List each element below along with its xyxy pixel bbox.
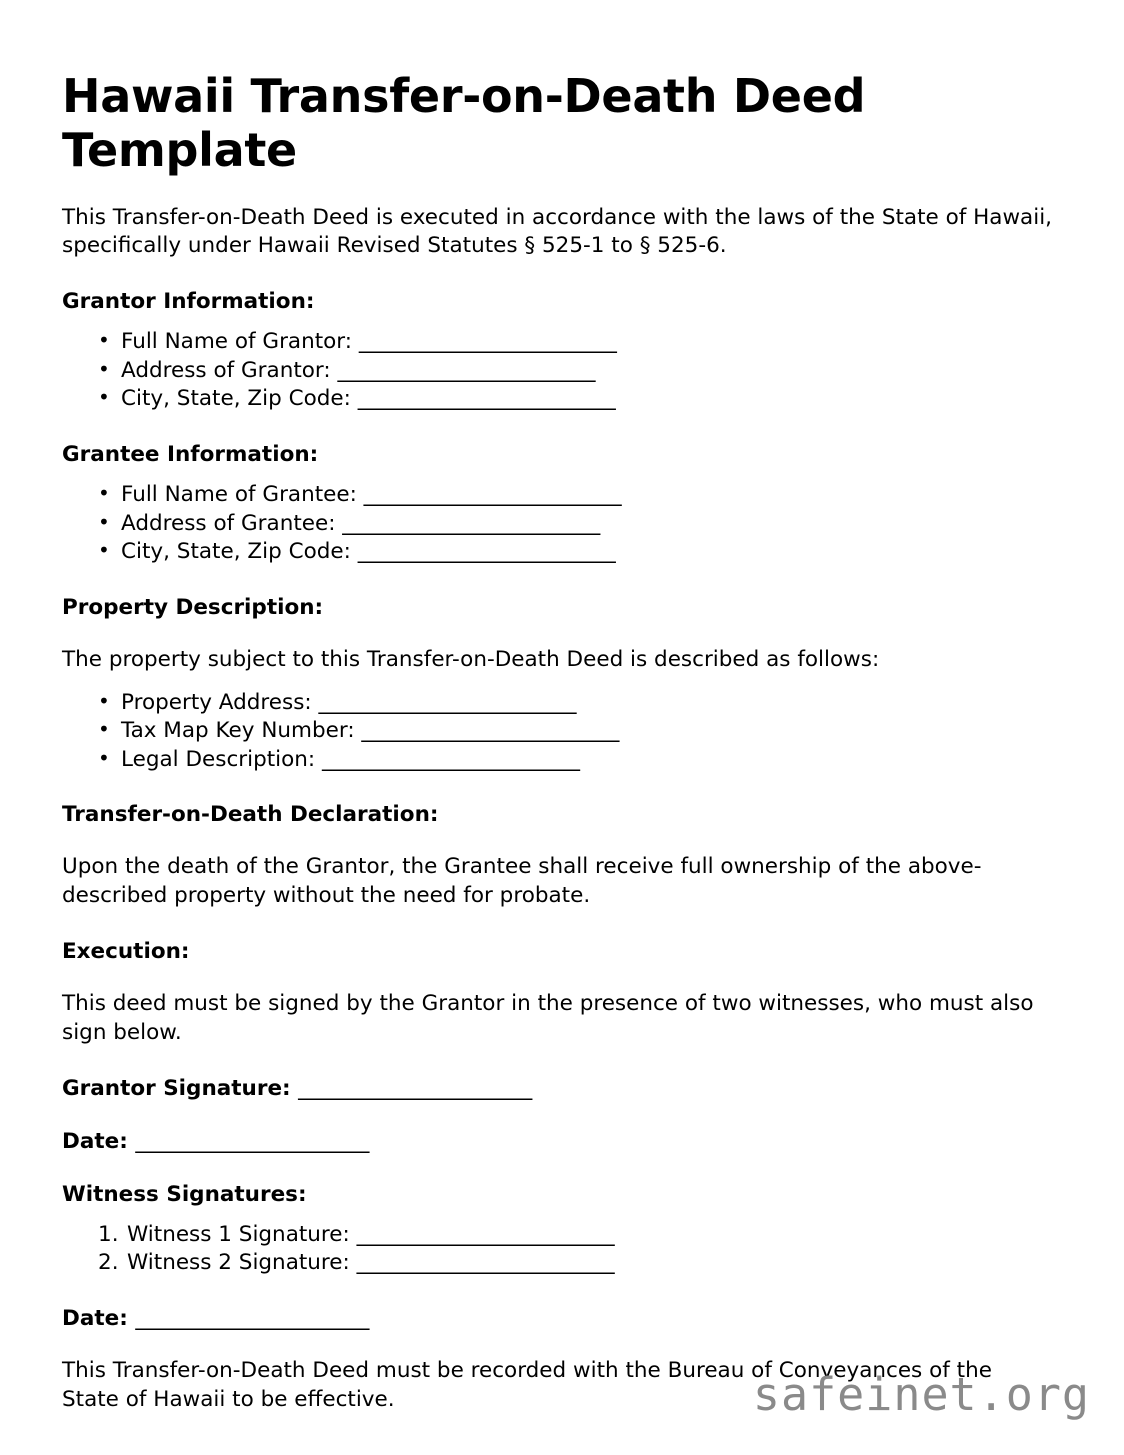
grantor-date-label: Date: bbox=[62, 1128, 128, 1154]
grantor-date-line bbox=[62, 1129, 1062, 1154]
execution-body: This deed must be signed by the Grantor in the presence of two witnesses, who must also sign below. bbox=[62, 990, 1034, 1045]
list-item: • Tax Map Key Number: ________________________ bbox=[98, 717, 1062, 746]
transfer-on-death-declaration-body: Upon the death of the Grantor, the Grantee shall receive full ownership of the above-described property without the need for probate. bbox=[62, 854, 982, 909]
grantor-information-heading: Grantor Information: bbox=[62, 289, 315, 315]
witness-signatures-list bbox=[62, 1221, 1062, 1278]
intro-paragraph: This Transfer-on-Death Deed is executed in accordance with the laws of the State of Hawaii, specifically under Hawaii Revised Statutes § 525-1 to § 525-6. bbox=[62, 204, 1053, 259]
witness-date-label: Date: bbox=[62, 1305, 128, 1331]
witness-date-blank[interactable]: _______________________ bbox=[135, 1305, 369, 1331]
page-title: Hawaii Transfer-on-Death Deed Template bbox=[62, 69, 866, 177]
list-item: • Property Address: ________________________ bbox=[98, 689, 1062, 718]
transfer-on-death-declaration-heading: Transfer-on-Death Declaration: bbox=[62, 802, 439, 828]
grantor-signature-blank[interactable]: _______________________ bbox=[298, 1075, 532, 1101]
grantor-date-blank[interactable]: _______________________ bbox=[135, 1128, 369, 1154]
list-item: • Legal Description: ________________________ bbox=[98, 746, 1062, 775]
list-item: • Full Name of Grantee: ________________________ bbox=[98, 481, 1062, 510]
watermark: safeinet.org bbox=[752, 1368, 1090, 1421]
list-item: • Address of Grantee: ________________________ bbox=[98, 510, 1062, 539]
list-item: Witness 1 Signature: ________________________ bbox=[127, 1221, 615, 1247]
list-item: • Address of Grantor: ________________________ bbox=[98, 357, 1062, 386]
grantor-signature-label: Grantor Signature: bbox=[62, 1075, 291, 1101]
grantor-signature-line bbox=[62, 1076, 1062, 1101]
closing-paragraph: This Transfer-on-Death Deed must be recorded with the Bureau of Conveyances of the State of Hawaii to be effective. bbox=[62, 1357, 992, 1412]
list-item: • City, State, Zip Code: ________________________ bbox=[98, 538, 1062, 567]
witness-signatures-heading: Witness Signatures: bbox=[62, 1181, 307, 1207]
execution-heading: Execution: bbox=[62, 938, 190, 964]
property-description-list bbox=[62, 689, 1062, 775]
witness-date-line bbox=[62, 1306, 1062, 1331]
property-description-intro: The property subject to this Transfer-on-Death Deed is described as follows: bbox=[62, 646, 880, 672]
grantor-information-list bbox=[62, 328, 1062, 414]
grantee-information-list bbox=[62, 481, 1062, 567]
property-description-heading: Property Description: bbox=[62, 594, 324, 620]
list-item: • Full Name of Grantor: ________________________ bbox=[98, 328, 1062, 357]
list-item: Witness 2 Signature: ________________________ bbox=[127, 1250, 615, 1276]
list-item: • City, State, Zip Code: ________________________ bbox=[98, 385, 1062, 414]
grantee-information-heading: Grantee Information: bbox=[62, 442, 319, 467]
